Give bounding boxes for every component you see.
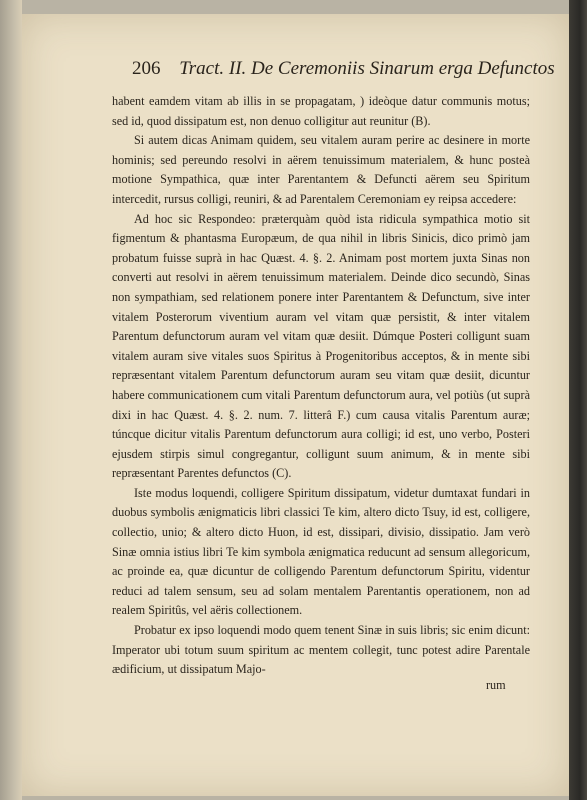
paragraph: Si autem dicas Animam quidem, seu vitalem auram perire ac desinere in morte hominis; sed pereundo resolvi in aërem tenuissimum materialem, & hunc posteà motione Sympathica, quæ inter Parentantem & Defuncti aërem seu Spiritum intercedit, rursus colligi, reuniri, & ad Parentalem Ceremoniam ey reipsa accedere: <box>112 133 530 206</box>
scan-right-edge <box>569 0 587 800</box>
running-header <box>132 58 555 88</box>
scan-left-edge <box>0 0 22 800</box>
body-text <box>112 92 530 680</box>
paragraph: Probatur ex ipso loquendi modo quem tenent Sinæ in suis libris; sic enim dicunt: Imperator ubi totum suum spiritum ac mentem collegit, tunc potest adire Parentale ædificium, ut dissipatum Majo- <box>112 623 530 677</box>
paragraph: habent eamdem vitam ab illis in se propagatam, ) ideòque datur communis motus; sed id, quod dissipatum est, non denuo colligitur aut reunitur (B). <box>112 94 530 128</box>
catchword: rum <box>486 678 506 692</box>
paragraph: Ad hoc sic Respondeo: præterquàm quòd ista ridicula sympathica motio sit figmentum & phantasma Europæum, de qua nihil in libris Sinicis, dico primò jam probatum fuisse suprà in hac Quæst. 4. §. 2. Animam post mortem juxta Sinas non converti aut resolvi in aërem tenuissimum materialem. Deinde dico secundò, Sinas non sympathiam, sed relationem ponere inter Parentantem & Defunctum, sive inter vitalem Posterorum viventium auram vel vitam quæ persistit, & inter vitalem Parentum defunctorum auram vel vitam quæ desiit. Dúmque Posteri colligunt suam vitalem auram sive vitales suos Spiritus à Progenitoribus acceptos, & in mente sibi repræsentant vitalem Parentum defunctorum auram seu vitam quæ desiit, dicuntur habere communicationem cum vitali Parentum defunctorum aura, vel potiùs (ut suprà dixi in hac Quæst. 4. §. 2. num. 7. litterâ F.) cum causa vitalis Parentum auræ; túncque dicitur vitalis Parentum defunctorum aura colligi; id est, uno verbo, Posteri ejusdem stirpis simul congregantur, colligunt suum animum, & in mente sibi repræsentant Parentes defunctos (C). <box>112 211 530 481</box>
page-number: 206 <box>132 58 161 79</box>
paragraph: Iste modus loquendi, colligere Spiritum dissipatum, videtur dumtaxat fundari in duobus symbolis ænigmaticis libri classici Te kim, altero dicto Tsuy, id est, colligere, collectio, unio; & altero dicto Huon, id est, dissipari, divisio, dissipatio. Jam verò Sinæ omnia istius libri Te kim symbola ænigmatica reducunt ad sensum allegoricum, ac proinde ea, quæ dicuntur de colligendo Parentum defunctorum Spiritu, videntur reduci ad talem sensum, seu ad solam mentalem Parentantis operationem, non ad realem Spiritûs, vel aëris collectionem. <box>112 485 530 618</box>
running-title: Tract. II. De Ceremoniis Sinarum erga Defunctos <box>179 58 555 79</box>
